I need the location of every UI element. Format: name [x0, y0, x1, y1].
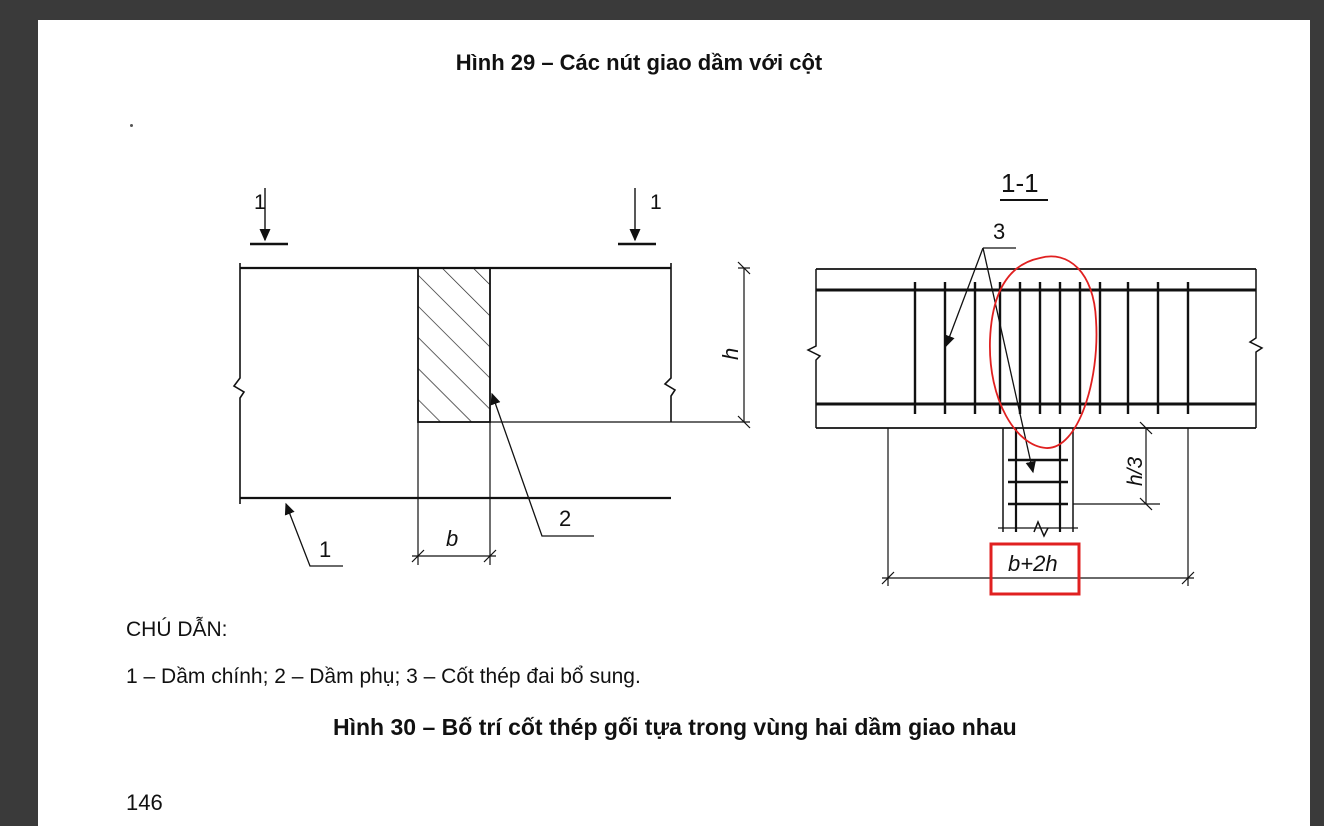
figure-30-caption: Hình 30 – Bố trí cốt thép gối tựa trong vùng hai dầm giao nhau [333, 714, 1017, 740]
dim-h3-label: h/3 [1124, 456, 1147, 486]
legend-title: CHÚ DẪN: [126, 618, 228, 641]
leader-1-label: 1 [319, 537, 332, 562]
page-number: 146 [126, 790, 163, 815]
legend-text: 1 – Dầm chính; 2 – Dầm phụ; 3 – Cốt thép đai bổ sung. [126, 665, 641, 688]
left-elevation [234, 188, 750, 566]
section-mark-left: 1 [254, 191, 266, 214]
dim-h-label: h [718, 347, 743, 360]
right-section [808, 248, 1262, 586]
dim-b-label: b [446, 526, 459, 551]
leader-3-label: 3 [993, 219, 1006, 244]
section-title: 1-1 [1001, 168, 1039, 198]
figure-29-caption: Hình 29 – Các nút giao dầm với cột [455, 50, 823, 75]
document-page [38, 20, 1310, 826]
dim-b2h-label: b+2h [1008, 551, 1058, 576]
section-mark-right: 1 [650, 191, 662, 214]
leader-2-label: 2 [559, 506, 572, 531]
figure-30-drawing [38, 20, 1310, 826]
